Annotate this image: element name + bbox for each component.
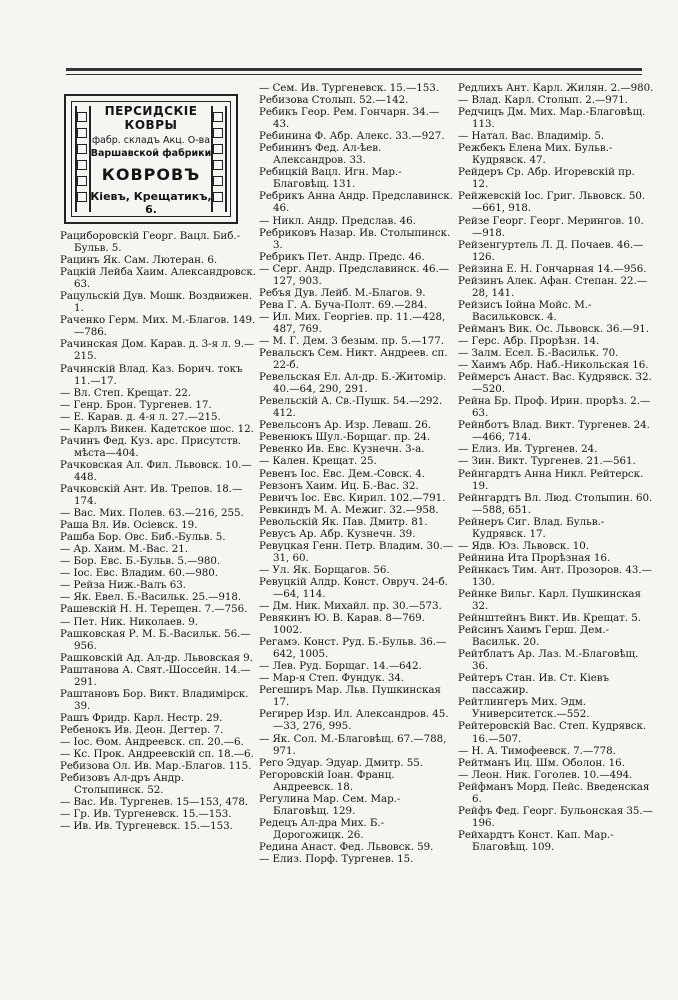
directory-entry: Рацкiй Лейба Хаим. Александровск. 63. bbox=[60, 266, 256, 291]
column-3 bbox=[458, 82, 654, 853]
directory-entry: Ревельская Ел. Ал-др. Б.-Житомiр. 40.—64, 290, 291. bbox=[259, 371, 447, 396]
directory-entry: — Кс. Прок. Андреевскiй сп. 18.—6. bbox=[60, 748, 254, 761]
directory-entry: Рачинскiй Влад. Каз. Борич. токъ 11.—17. bbox=[60, 362, 243, 387]
header-rule-thin bbox=[66, 74, 642, 75]
directory-entry: Рашба Бор. Овс. Биб.-Бульв. 5. bbox=[60, 531, 226, 544]
directory-entry: Рачковскiй Ант. Ив. Трепов. 18.—174. bbox=[60, 482, 243, 508]
directory-entry: — Рейза Ниж.-Валъ 63. bbox=[60, 579, 186, 592]
directory-entry: — Пет. Ник. Николаев. 9. bbox=[60, 615, 198, 628]
directory-entry: — Як. Евел. Б.-Васильк. 25.—918. bbox=[60, 591, 242, 604]
directory-entry: Рева Г. А. Буча-Полт. 69.—284. bbox=[259, 298, 428, 311]
directory-entry: Рашковскiй Ад. Ал-др. Львовская 9. bbox=[60, 651, 253, 664]
directory-entry: Рейжевскiй Iос. Григ. Львовск. 50.—661, 918. bbox=[458, 190, 646, 215]
directory-entry: Ревусъ Ар. Абр. Кузнечн. 39. bbox=[259, 527, 416, 540]
directory-entry: Ревуцкая Генн. Петр. Владим. 30.—31, 60. bbox=[259, 539, 453, 564]
directory-entry: — Гр. Ив. Тургеневск. 15.—153. bbox=[60, 808, 232, 821]
directory-entry: — Никл. Андр. Предслав. 46. bbox=[259, 214, 416, 227]
directory-entry: — Елиз. Ив. Тургенев. 24. bbox=[458, 443, 598, 456]
directory-entry: Ребрикъ Пет. Андр. Предс. 46. bbox=[259, 250, 425, 263]
directory-entry: Раша Вл. Ив. Осiевск. 19. bbox=[60, 519, 198, 532]
column-1-entries bbox=[60, 230, 256, 832]
directory-entry: Ревельскiй А. Св.-Пушк. 54.—292. 412. bbox=[259, 395, 443, 420]
directory-entry: — Карлъ Викен. Кадетское шос. 12. bbox=[60, 422, 254, 435]
directory-entry: — Вас. Ив. Тургенев. 15—153, 478. bbox=[60, 796, 249, 809]
directory-entry: Рейтлингеръ Мих. Эдм. Университетск.—552. bbox=[458, 696, 590, 721]
directory-entry: — Елиз. Порф. Тургенев. 15. bbox=[259, 853, 414, 865]
directory-entry: — Ул. Як. Борщагов. 56. bbox=[259, 563, 390, 576]
directory-entry: Рейдеръ Ср. Абр. Игоревскiй пр. 12. bbox=[458, 166, 635, 191]
directory-entry: Рацульскiй Дув. Мошк. Воздвижен. 1. bbox=[60, 290, 253, 315]
directory-entry: Ребрикъ Анна Андр. Предславинск. 46. bbox=[259, 190, 453, 215]
directory-entry: Рейманъ Вик. Ос. Львовск. 36.—91. bbox=[458, 322, 650, 335]
directory-entry: — Ядв. Юз. Львовск. 10. bbox=[458, 539, 589, 552]
directory-entry: — Як. Сол. М.-Благовѣщ. 67.—788, 971. bbox=[259, 732, 447, 757]
directory-entry: Рейнке Вильг. Карл. Пушкинская 32. bbox=[458, 587, 641, 613]
column-3-entries bbox=[458, 82, 654, 853]
ad-ornament-right-icon bbox=[211, 106, 227, 212]
directory-entry: Ревенюкъ Шул.-Борщаг. пр. 24. bbox=[259, 431, 431, 444]
directory-entry: Рациборовскiй Георг. Вацл. Биб.-Бульв. 5. bbox=[60, 230, 241, 255]
directory-entry: Ребизова Столып. 52.—142. bbox=[259, 94, 409, 107]
directory-entry: — Ар. Хаим. М.-Вас. 21. bbox=[60, 543, 188, 556]
directory-entry: Ребриковъ Назар. Ив. Столыпинск. 3. bbox=[259, 226, 451, 251]
directory-entry: — Влад. Карл. Столып. 2.—971. bbox=[458, 94, 629, 107]
directory-entry: — Натал. Вас. Владимiр. 5. bbox=[458, 130, 605, 143]
directory-entry: — Мар-я Степ. Фундук. 34. bbox=[259, 672, 405, 685]
directory-entry: Раштанова А. Свят.-Шоссейн. 14.—291. bbox=[60, 663, 251, 688]
directory-entry: Рацинъ Як. Сам. Лютеран. 6. bbox=[60, 254, 218, 267]
header-rule-thick bbox=[66, 68, 642, 71]
directory-entry: Ребинина Ф. Абр. Алекс. 33.—927. bbox=[259, 130, 445, 143]
directory-entry: Рейтеръ Стан. Ив. Ст. Кiевъ пассажир. bbox=[458, 672, 610, 697]
directory-entry: Регулина Мар. Сем. Мар.-Благовѣщ. 129. bbox=[259, 792, 401, 817]
directory-entry: — Дм. Ник. Михайл. пр. 30.—573. bbox=[259, 600, 442, 613]
directory-entry: Ребицкiй Вацл. Игн. Мар.-Благовѣщ. 131. bbox=[259, 166, 402, 191]
directory-entry: Редецъ Ал-дра Мих. Б.-Дорогожицк. 26. bbox=[259, 816, 385, 841]
ad-line-2: фабр. складъ Акц. О-ва bbox=[91, 135, 211, 146]
directory-entry: — Лев. Руд. Борщаг. 14.—642. bbox=[259, 660, 422, 673]
directory-entry: Ребенокъ Ив. Деон. Дегтер. 7. bbox=[60, 723, 224, 736]
directory-entry: Рейхардтъ Конст. Кап. Мар.-Благовѣщ. 109. bbox=[458, 828, 614, 853]
column-2-entries bbox=[259, 82, 455, 865]
directory-entry: — Бор. Евс. Б.-Бульв. 5.—980. bbox=[60, 555, 221, 568]
directory-entry: Рачковская Ал. Фил. Львовск. 10.—448. bbox=[60, 458, 252, 483]
directory-entry: Ребикъ Геор. Рем. Гончарн. 34.—43. bbox=[259, 106, 440, 131]
directory-entry: Ревзонъ Хаим. Иц. Б.-Вас. 32. bbox=[259, 479, 419, 492]
directory-entry: — М. Г. Дем. 3 безым. пр. 5.—177. bbox=[259, 334, 444, 347]
ad-brand: КОВРОВЪ bbox=[101, 165, 201, 184]
directory-entry: Рейзисъ Iойна Мойс. М.-Васильковск. 4. bbox=[458, 298, 592, 323]
directory-entry: Рейзе Георг. Георг. Мерингов. 10.—918. bbox=[458, 214, 644, 239]
directory-entry: — Iос. Ѳом. Андреевск. сп. 20.—6. bbox=[60, 735, 244, 748]
directory-entry: Редина Анаст. Фед. Львовск. 59. bbox=[259, 840, 434, 853]
directory-entry: Рейзина Е. Н. Гончарная 14.—956. bbox=[458, 262, 647, 275]
directory-entry: Рашъ Фридр. Карл. Нестр. 29. bbox=[60, 711, 223, 724]
directory-entry: Раченко Герм. Мих. М.-Благов. 149.—786. bbox=[60, 314, 256, 339]
ad-ornament-left-icon bbox=[75, 106, 91, 212]
directory-entry: Рейнштейнъ Викт. Ив. Крещат. 5. bbox=[458, 612, 641, 625]
directory-entry: — Леон. Ник. Гоголев. 10.—494. bbox=[458, 768, 633, 781]
directory-entry: Ревичъ Iос. Евс. Кирил. 102.—791. bbox=[259, 491, 446, 504]
directory-entry: Рейнина Ита Прорѣзная 16. bbox=[458, 551, 611, 564]
directory-entry: — Серг. Андр. Предславинск. 46.—127, 903. bbox=[259, 262, 450, 287]
directory-entry: — Вас. Мих. Полев. 63.—216, 255. bbox=[60, 507, 244, 520]
directory-entry: Ревкиндъ М. А. Межиг. 32.—958. bbox=[259, 503, 439, 516]
directory-entry: Рейфманъ Морд. Пейс. Введенская 6. bbox=[458, 780, 650, 805]
directory-entry: Регамэ. Конст. Руд. Б.-Бульв. 36.—642, 1005. bbox=[259, 636, 447, 661]
directory-entry: Рейнгардтъ Анна Никл. Рейтерск. 19. bbox=[458, 467, 644, 492]
directory-entry: — Генр. Брон. Тургенев. 17. bbox=[60, 398, 212, 411]
column-2 bbox=[259, 82, 455, 865]
directory-entry: Ребъя Дув. Лейб. М.-Благов. 9. bbox=[259, 286, 426, 299]
directory-entry: Ребизова Ол. Ив. Мар.-Благов. 115. bbox=[60, 760, 252, 773]
directory-entry: Рейтблатъ Ар. Лаз. М.-Благовѣщ. 36. bbox=[458, 648, 639, 673]
directory-entry: Рейтманъ Иц. Шм. Оболон. 16. bbox=[458, 756, 625, 769]
ad-text bbox=[90, 104, 212, 216]
column-1 bbox=[60, 82, 256, 832]
directory-entry: — Iос. Евс. Владим. 60.—980. bbox=[60, 567, 218, 580]
directory-entry: Редлихъ Ант. Карл. Жилян. 2.—980. bbox=[458, 82, 654, 94]
directory-entry: — Ив. Ив. Тургеневск. 15.—153. bbox=[60, 820, 233, 833]
directory-entry: Револьскiй Як. Пав. Дмитр. 81. bbox=[259, 515, 428, 528]
directory-entry: Ревельсонъ Ар. Изр. Леваш. 26. bbox=[259, 419, 431, 432]
directory-entry: Рачинъ Фед. Куз. арс. Присутств. мѣста—404. bbox=[60, 434, 242, 459]
directory-entry: — Зин. Викт. Тургенев. 21.—561. bbox=[458, 455, 636, 468]
directory-entry: Рейтеровскiй Вас. Степ. Кудрявск. 16.—507. bbox=[458, 720, 647, 745]
directory-entry: Рейнботъ Влад. Викт. Тургенев. 24.—466, 714. bbox=[458, 419, 650, 444]
directory-columns bbox=[60, 82, 654, 982]
directory-entry: Ревуцкiй Алдр. Конст. Овруч. 24-б.—64, 114. bbox=[259, 575, 448, 600]
directory-entry: — Герс. Абр. Прорѣзн. 14. bbox=[458, 334, 600, 347]
directory-entry: — Залм. Есел. Б.-Васильк. 70. bbox=[458, 347, 619, 360]
directory-entry: Рейзинъ Алек. Афан. Степан. 22.—28, 141. bbox=[458, 274, 648, 299]
directory-entry: Регоровскiй Iоан. Франц. Андреевск. 18. bbox=[259, 768, 395, 793]
directory-entry: Регирер Изр. Ил. Александров. 45.—33, 276, 995. bbox=[259, 708, 449, 733]
directory-entry: Рейзенгуртель Л. Д. Почаев. 46.—126. bbox=[458, 238, 644, 263]
directory-entry: Реймерсъ Анаст. Вас. Кудрявск. 32.—520. bbox=[458, 371, 652, 396]
directory-entry: — Хаимъ Абр. Наб.-Никольская 16. bbox=[458, 359, 649, 372]
directory-entry: — Н. А. Тимофеевск. 7.—778. bbox=[458, 744, 616, 757]
directory-entry: Рашевскiй Н. Н. Терещен. 7.—756. bbox=[60, 603, 248, 616]
directory-entry: Рейнгардтъ Вл. Люд. Столыпин. 60.—588, 651. bbox=[458, 491, 653, 516]
directory-entry: — Вл. Степ. Крещат. 22. bbox=[60, 386, 192, 399]
directory-entry: Рейнкасъ Тим. Ант. Прозоров. 43.—130. bbox=[458, 563, 652, 588]
directory-entry: Ревенко Ив. Евс. Кузнечн. 3-а. bbox=[259, 443, 425, 456]
directory-entry: — Сем. Ив. Тургеневск. 15.—153. bbox=[259, 82, 439, 94]
directory-entry: Рейна Бр. Проф. Ирин. прорѣз. 2.—63. bbox=[458, 395, 651, 420]
directory-entry: Рейфъ Фед. Георг. Бульонская 35.—196. bbox=[458, 804, 653, 829]
ad-address: Кiевъ, Крещатикъ, 6. bbox=[90, 190, 212, 216]
directory-entry: Рейсинъ Хаимъ Герш. Дем.-Васильк. 20. bbox=[458, 624, 609, 649]
carpet-advertisement bbox=[64, 94, 238, 224]
directory-entry: Ребининъ Фед. Ал-ѣев. Александров. 33. bbox=[259, 142, 382, 167]
directory-entry: Ревенъ Iос. Евс. Дем.-Совск. 4. bbox=[259, 467, 425, 480]
directory-entry: — Е. Карав. д. 4-я л. 27.—215. bbox=[60, 410, 221, 423]
directory-entry: Рейнеръ Сиг. Влад. Бульв.-Кудрявск. 17. bbox=[458, 515, 605, 540]
ad-headline: ПЕРСИДСКIЕ КОВРЫ bbox=[104, 104, 198, 132]
directory-entry: Рашковская Р. М. Б.-Васильк. 56.—956. bbox=[60, 627, 251, 652]
directory-entry: — Ил. Мих. Георгiев. пр. 11.—428, 487, 769. bbox=[259, 310, 446, 335]
directory-entry: Редчицъ Дм. Мих. Мар.-Благовѣщ. 113. bbox=[458, 106, 646, 131]
directory-entry: — Кален. Крещат. 25. bbox=[259, 455, 377, 468]
directory-entry: Рего Эдуар. Эдуар. Дмитр. 55. bbox=[259, 756, 423, 769]
directory-entry: Раштановъ Бор. Викт. Владимiрск. 39. bbox=[60, 687, 249, 712]
ad-line-3: Варшавской фабрики bbox=[90, 148, 212, 159]
directory-entry: Ревальскъ Сем. Никт. Андреев. сп. 22-б. bbox=[259, 347, 448, 372]
directory-entry: Ребизовъ Ал-дръ Андр. Столыпинск. 52. bbox=[60, 772, 184, 797]
directory-entry: Ревякинъ Ю. В. Карав. 8—769. 1002. bbox=[259, 612, 425, 637]
directory-entry: Регеширъ Мар. Льв. Пушкинская 17. bbox=[259, 684, 441, 709]
directory-entry: Рачинская Дом. Карав. д. 3-я л. 9.—215. bbox=[60, 338, 255, 363]
directory-entry: Режбекъ Елена Мих. Бульв.-Кудрявск. 47. bbox=[458, 142, 613, 167]
